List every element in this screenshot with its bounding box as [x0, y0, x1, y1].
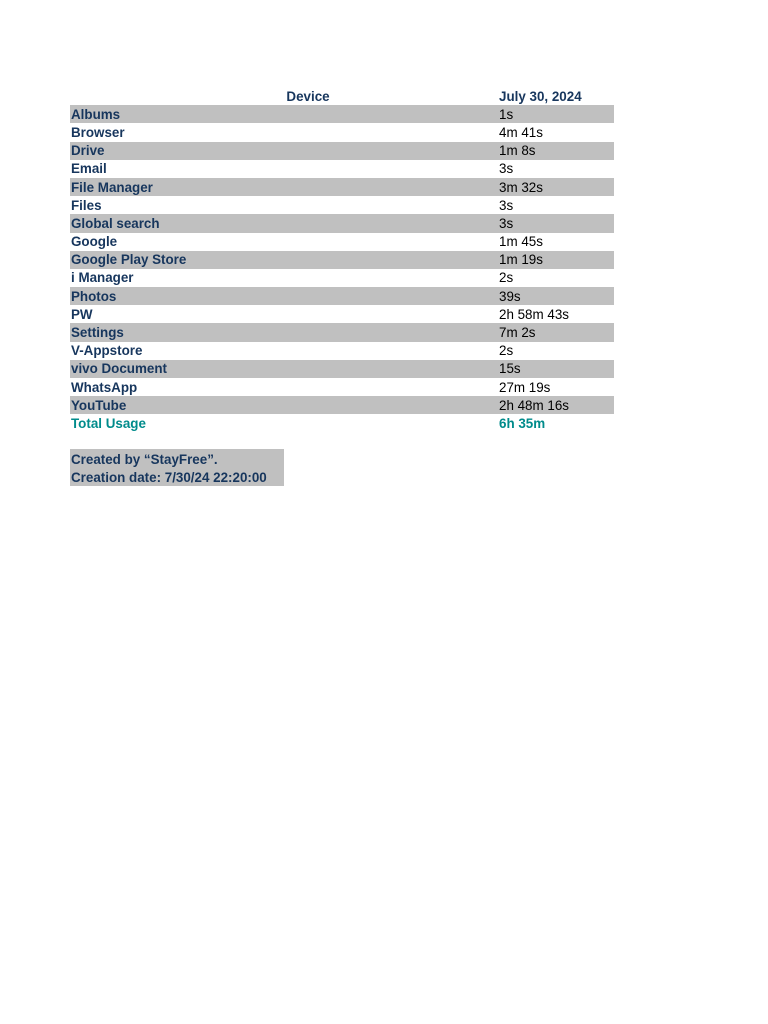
app-name-cell: PW: [71, 306, 93, 322]
usage-time-cell: 3s: [499, 161, 514, 177]
total-usage-label: Total Usage: [71, 415, 146, 431]
table-row: [70, 214, 614, 232]
table-row: [70, 123, 614, 141]
table-row: [70, 287, 614, 305]
device-column-header: Device: [286, 88, 330, 104]
table-row: [70, 196, 614, 214]
usage-time-cell: 2h 48m 16s: [499, 397, 569, 413]
usage-time-cell: 1m 19s: [499, 252, 543, 268]
usage-time-cell: 2h 58m 43s: [499, 306, 569, 322]
table-row: [70, 233, 614, 251]
app-name-cell: Browser: [71, 124, 125, 140]
app-name-cell: V-Appstore: [71, 343, 143, 359]
creation-date-text: Creation date: 7/30/24 22:20:00: [71, 469, 267, 485]
usage-time-cell: 3s: [499, 215, 514, 231]
app-name-cell: YouTube: [71, 397, 127, 413]
table-header-row: [70, 87, 614, 105]
table-body: [70, 105, 614, 414]
table-row: [70, 105, 614, 123]
usage-time-cell: 2s: [499, 270, 514, 286]
app-name-cell: Albums: [71, 106, 121, 122]
usage-time-cell: 3m 32s: [499, 179, 543, 195]
table-row: [70, 160, 614, 178]
app-name-cell: Drive: [71, 143, 105, 159]
total-usage-row: [70, 414, 614, 432]
app-name-cell: Email: [71, 161, 107, 177]
table-row: [70, 378, 614, 396]
app-name-cell: Photos: [71, 288, 117, 304]
usage-table: [70, 87, 614, 433]
table-row: [70, 142, 614, 160]
usage-time-cell: 4m 41s: [499, 124, 543, 140]
app-name-cell: Global search: [71, 215, 160, 231]
table-row: [70, 178, 614, 196]
table-row: [70, 269, 614, 287]
creation-note: [70, 449, 284, 486]
created-by-text: Created by “StayFree”.: [71, 452, 218, 467]
app-name-cell: WhatsApp: [71, 379, 138, 395]
usage-time-cell: 1s: [499, 106, 514, 122]
usage-time-cell: 15s: [499, 361, 521, 377]
usage-time-cell: 39s: [499, 288, 521, 304]
date-column-header: July 30, 2024: [499, 88, 582, 104]
usage-time-cell: 1m 8s: [499, 143, 536, 159]
usage-time-cell: 27m 19s: [499, 379, 551, 395]
usage-time-cell: 7m 2s: [499, 325, 536, 341]
table-row: [70, 305, 614, 323]
usage-time-cell: 1m 45s: [499, 234, 543, 250]
table-row: [70, 396, 614, 414]
app-name-cell: i Manager: [71, 270, 134, 286]
app-name-cell: vivo Document: [71, 361, 167, 377]
table-row: [70, 251, 614, 269]
table-row: [70, 360, 614, 378]
app-name-cell: Files: [71, 197, 102, 213]
table-row: [70, 342, 614, 360]
app-name-cell: File Manager: [71, 179, 153, 195]
app-name-cell: Google: [71, 234, 118, 250]
table-row: [70, 323, 614, 341]
usage-time-cell: 2s: [499, 343, 514, 359]
app-name-cell: Google Play Store: [71, 252, 187, 268]
app-name-cell: Settings: [71, 325, 124, 341]
total-usage-value: 6h 35m: [499, 415, 546, 431]
usage-time-cell: 3s: [499, 197, 514, 213]
